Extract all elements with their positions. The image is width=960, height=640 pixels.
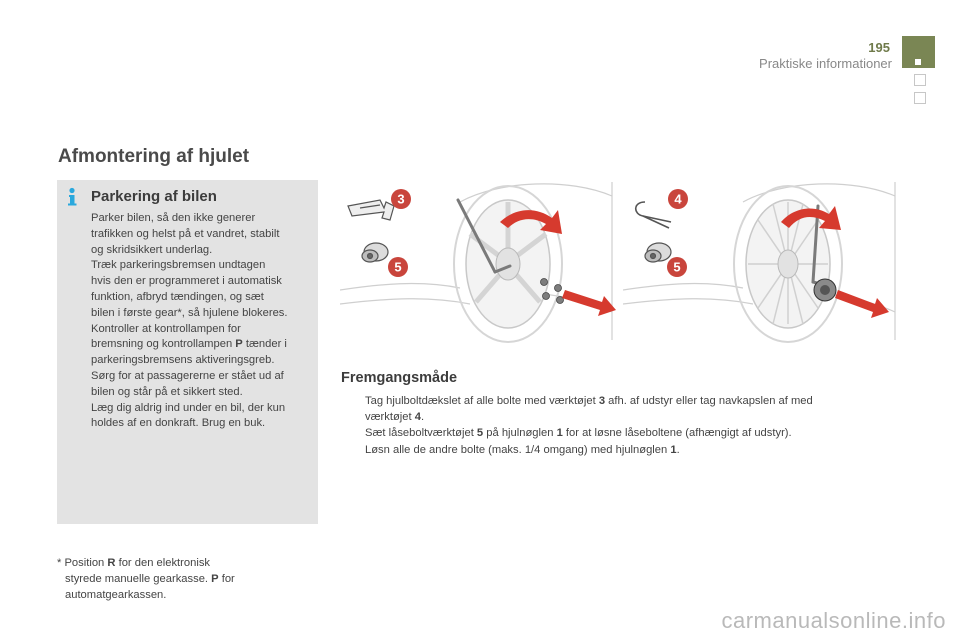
chapter-tab-active[interactable]	[902, 36, 935, 68]
step-text: for at løsne låseboltene (afhængigt af udstyr).	[565, 427, 792, 440]
gear-key-p: P	[211, 572, 219, 585]
step-text: .	[676, 443, 680, 456]
list-item	[341, 393, 901, 425]
label-5: 5	[673, 259, 681, 275]
info-line: holdes af en donkraft. Brug en buk.	[91, 417, 266, 430]
page-title: Afmontering af hjulet	[58, 146, 250, 167]
info-line: bilen i første gear*, så hjulene blokeres.	[91, 306, 288, 319]
wheel-removal-illustration-1	[340, 172, 616, 352]
footnote-line: automatgearkassen.	[65, 588, 167, 601]
step-text: Tag hjulboltdækslet af alle bolte med værktøjet	[365, 395, 596, 407]
label-4-badge	[668, 189, 688, 209]
chapter-tab[interactable]	[914, 74, 926, 86]
info-line: hvis den er programmeret i automatisk	[91, 275, 282, 288]
watermark: carmanualsonline.info	[721, 608, 946, 633]
procedure-steps	[341, 393, 901, 458]
warning-lamp-key: P	[235, 338, 243, 351]
pull-arrow-icon	[835, 290, 889, 318]
pull-arrow-icon	[562, 290, 616, 316]
footnote-line	[57, 572, 235, 588]
procedure-title: Fremgangsmåde	[341, 370, 458, 386]
tool-ref: 1	[670, 443, 677, 456]
info-box	[57, 180, 318, 524]
info-text-part: bremsning og kontrollampen	[91, 338, 233, 351]
label-5: 5	[394, 259, 402, 275]
footnote-text: Position	[64, 557, 105, 569]
page-number: 195	[868, 40, 890, 55]
step-text: .	[420, 411, 425, 424]
info-box-title: Parkering af bilen	[91, 188, 217, 205]
hub-cap-nut	[814, 279, 836, 301]
wheel-drawing	[454, 186, 562, 342]
section-name: Praktiske informationer	[759, 56, 892, 71]
tool-ref: 5	[476, 427, 484, 440]
tool-ref: 3	[598, 395, 606, 407]
footnote-text: for	[221, 572, 235, 585]
step-text: afh. af udstyr eller tag navkapslen af med	[608, 395, 813, 407]
label-5-badge	[388, 257, 408, 277]
info-line: Kontroller at kontrollampen for	[91, 322, 241, 335]
info-line: Sørg for at passagererne er stået ud af	[91, 369, 284, 382]
info-line: Parker bilen, så den ikke generer	[91, 212, 256, 224]
footnote	[57, 556, 235, 603]
info-icon	[64, 187, 80, 207]
bolt-cap-tool-icon	[348, 200, 394, 220]
info-line: funktion, afbryd tændingen, og sæt	[91, 290, 264, 303]
info-line: Læg dig aldrig ind under en bil, der kun	[91, 401, 286, 414]
label-3: 3	[397, 191, 405, 207]
step-text: Sæt låseboltværktøjet	[365, 427, 474, 440]
tab-marker	[915, 59, 921, 65]
footnote-line	[57, 556, 235, 572]
chapter-tab[interactable]	[914, 92, 926, 104]
footnote-star: *	[57, 557, 62, 569]
info-line: parkeringsbremsens aktiveringsgreb.	[91, 354, 275, 367]
lock-bolt-tool-icon	[645, 243, 671, 262]
hook-tool-icon	[636, 202, 671, 228]
gear-key-r: R	[107, 557, 116, 569]
step-text: Løsn alle de andre bolte (maks. 1/4 omgang) med hjulnøglen	[365, 443, 668, 456]
label-3-badge	[391, 189, 411, 209]
list-item	[341, 425, 901, 441]
tool-ref: 1	[556, 427, 563, 440]
tool-ref: 4	[414, 411, 421, 424]
info-line	[91, 337, 313, 353]
wheel-removal-illustration-2	[623, 172, 899, 352]
info-line: og skridsikkert underlag.	[91, 243, 213, 256]
lock-bolt-tool-icon	[362, 243, 388, 262]
wheel-drawing	[734, 186, 842, 342]
label-5-badge	[667, 257, 687, 277]
info-line: bilen og står på et sikkert sted.	[91, 385, 243, 398]
step-text: på hjulnøglen	[486, 427, 554, 440]
footnote-text: for den elektronisk	[118, 557, 211, 569]
label-4: 4	[674, 191, 682, 207]
info-box-text	[91, 211, 313, 432]
info-text-part: tænder i	[245, 338, 287, 351]
info-line: Træk parkeringsbremsen undtagen	[91, 259, 266, 272]
list-item	[341, 442, 901, 458]
info-line: trafikken og helst på et vandret, stabilt	[91, 227, 280, 240]
footnote-text: styrede manuelle gearkasse.	[65, 572, 209, 585]
step-text: værktøjet	[365, 411, 412, 424]
